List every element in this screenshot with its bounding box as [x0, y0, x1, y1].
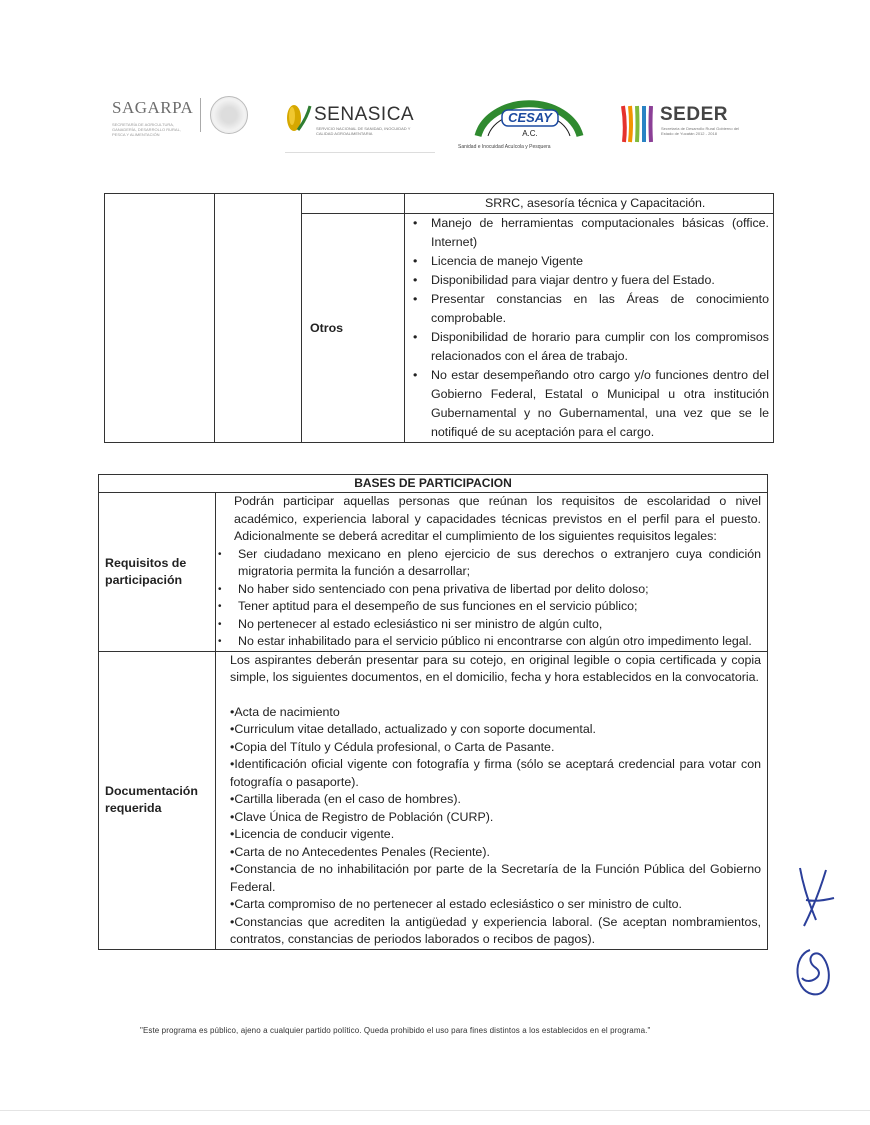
bases-title: BASES DE PARTICIPACION: [99, 475, 768, 493]
list-item: •Constancias que acrediten la antigüedad y experiencia laboral. (Se aceptan nombramientos, contratos, constancias de periodos laborados o recibos de pagos).: [230, 914, 761, 946]
list-item: • No pertenecer al estado eclesiástico ni ser ministro de algún culto,: [218, 616, 761, 634]
list-item: •Constancia de no inhabilitación por parte de la Secretaría de la Función Pública del Gobierno Federal.: [230, 862, 761, 894]
senasica-wheat-icon: [284, 102, 312, 134]
list-item: • No estar desempeñando otro cargo y/o funciones dentro del Gobierno Federal, Estatal o Municipal u otra institución Gubernamental y no Gubernamental, una vez que se le notifiqué de su aceptación para el cargo.: [411, 366, 769, 442]
requisitos-body: [216, 493, 768, 652]
requisitos-intro: Podrán participar aquellas personas que reúnan los requisitos de escolaridad o nivel académico, experiencia laboral y capacidades técnicas previstos en el perfil para el puesto. Adicionalmente se deberá acreditar el cumplimiento de los siguientes requisitos legales:: [234, 494, 761, 543]
documentacion-label: Documentación requerida: [99, 651, 216, 949]
sagarpa-divider: [200, 98, 201, 132]
documentacion-intro: Los aspirantes deberán presentar para su cotejo, en original legible o copia certificada y copia simple, los siguientes documentos, en el domicilio, fecha y hora establecidos en la convocatoria.: [230, 652, 761, 684]
footer-disclaimer: "Este programa es público, ajeno a cualquier partido político. Queda prohibido el uso para fines distintos a los establecidos en el programa.": [140, 1026, 651, 1035]
list-item: • Disponibilidad de horario para cumplir con los compromisos relacionados con el área de trabajo.: [411, 328, 769, 366]
cesay-emblem-icon: [464, 92, 594, 144]
sagarpa-name: SAGARPA: [112, 98, 194, 117]
list-item: •Copia del Título y Cédula profesional, o Carta de Pasante.: [230, 739, 555, 754]
cesay-subtitle: Sanidad e Inocuidad Acuícola y Pesquera: [458, 144, 551, 150]
bases-table: [98, 474, 768, 950]
sagarpa-logo: [112, 98, 282, 137]
list-item: • No estar inhabilitado para el servicio público ni encontrarse con algún otro impedimento legal.: [218, 633, 761, 651]
list-item: •Clave Única de Registro de Población (CURP).: [230, 809, 494, 824]
sagarpa-subtitle: SECRETARÍA DE AGRICULTURA, GANADERÍA, DESARROLLO RURAL, PESCA Y ALIMENTACIÓN: [112, 122, 181, 137]
list-item: •Acta de nacimiento: [230, 704, 340, 719]
profile-table: [104, 193, 774, 443]
seder-subtitle: Secretaría de Desarrollo Rural Gobierno del Estado de Yucatán 2012 - 2018: [661, 126, 740, 136]
otros-label: Otros: [302, 214, 405, 443]
header-underline: [285, 152, 435, 153]
list-item: • Licencia de manejo Vigente: [411, 252, 769, 271]
mexico-seal-icon: [210, 96, 248, 134]
seder-ribbons-icon: [620, 104, 656, 144]
handwritten-signature-icon: [786, 860, 846, 1010]
list-item: • Ser ciudadano mexicano en pleno ejercicio de sus derechos o extranjero cuya condición migratoria permita la función a desarrollar;: [218, 546, 761, 581]
cesay-logo: [458, 92, 594, 152]
page-bottom-line: [0, 1110, 870, 1111]
list-item: •Carta de no Antecedentes Penales (Reciente).: [230, 844, 490, 859]
spacer: [230, 687, 761, 704]
empty-cell: [215, 194, 302, 443]
documentacion-list: [230, 704, 761, 949]
list-item: • No haber sido sentenciado con pena privativa de libertad por delito doloso;: [218, 581, 761, 599]
list-item: •Curriculum vitae detallado, actualizado y con soporte documental.: [230, 722, 596, 736]
list-item: • Presentar constancias en las Áreas de conocimiento comprobable.: [411, 290, 769, 328]
list-item: • Manejo de herramientas computacionales básicas (office. Internet): [411, 214, 769, 252]
otros-list: [411, 214, 769, 442]
cesay-abbr: A.C.: [522, 129, 538, 138]
list-item: •Licencia de conducir vigente.: [230, 827, 395, 841]
list-item: • Disponibilidad para viajar dentro y fuera del Estado.: [411, 271, 769, 290]
list-item: • Tener aptitud para el desempeño de sus funciones en el servicio público;: [218, 598, 761, 616]
requisitos-label: Requisitos de participación: [99, 493, 216, 652]
senasica-subtitle: SERVICIO NACIONAL DE SANIDAD, INOCUIDAD Y CALIDAD AGROALIMENTARIA: [316, 126, 411, 136]
list-item: •Cartilla liberada (en el caso de hombres).: [230, 792, 461, 806]
seder-name: SEDER: [660, 104, 728, 125]
empty-cell: [105, 194, 215, 443]
cesay-name: CESAY: [508, 110, 552, 125]
list-item: •Identificación oficial vigente con fotografía y firma (sólo se aceptará credencial para votar con fotografía o pasaporte).: [230, 757, 761, 789]
header-logos: [112, 92, 772, 162]
empty-cell: [302, 194, 405, 214]
documentacion-body: [216, 651, 768, 949]
otros-requirements: [405, 214, 774, 443]
list-item: •Carta compromiso de no pertenecer al estado eclesiástico o ser ministro de culto.: [230, 897, 682, 911]
senasica-name: SENASICA: [314, 104, 415, 125]
requisitos-list: [218, 546, 761, 651]
srrc-text: SRRC, asesoría técnica y Capacitación.: [405, 194, 774, 214]
